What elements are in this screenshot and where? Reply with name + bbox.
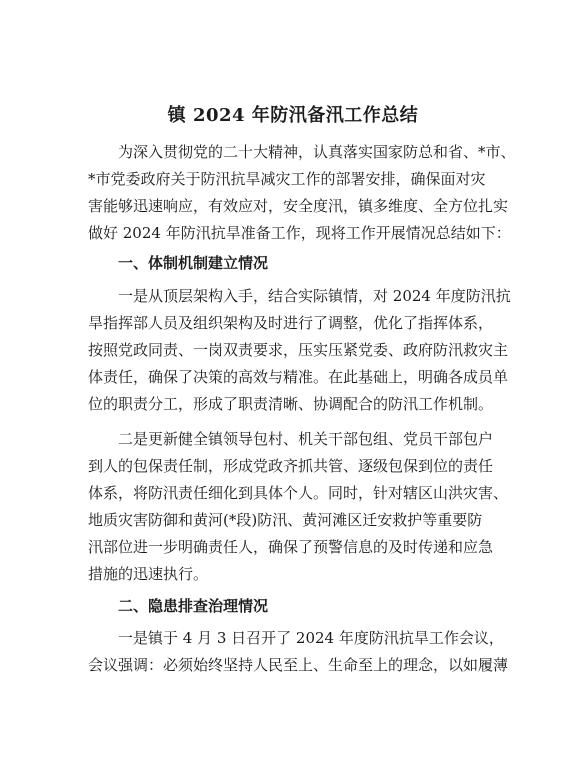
paragraph-line: 汛部位进一步明确责任人，确保了预警信息的及时传递和应急 xyxy=(88,538,494,556)
paragraph-line: 二是更新健全镇领导包村、机关干部包组、党员干部包户 xyxy=(118,430,494,448)
paragraph-line: *市党委政府关于防汛抗旱减灾工作的部署安排，确保面对灾 xyxy=(88,170,486,188)
paragraph-line: 措施的迅速执行。 xyxy=(88,565,209,583)
paragraph-line: 位的职责分工，形成了职责清晰、协调配合的防汛工作机制。 xyxy=(88,395,494,413)
paragraph-line: 一是从顶层架构入手，结合实际镇情，对 2024 年度防汛抗 xyxy=(118,287,511,305)
paragraph-line: 体责任，确保了决策的高效与精准。在此基础上，明确各成员单 xyxy=(88,368,509,386)
paragraph-line: 到人的包保责任制，形成党政齐抓共管、逐级包保到位的责任 xyxy=(88,457,494,475)
paragraph-line: 一是镇于 4 月 3 日召开了 2024 年度防汛抗旱工作会议， xyxy=(118,629,504,647)
paragraph-line: 旱指挥部人员及组织架构及时进行了调整，优化了指挥体系， xyxy=(88,314,494,332)
document-title: 镇 2024 年防汛备汛工作总结 xyxy=(167,105,419,126)
paragraph-line: 按照党政同责、一岗双责要求，压实压紧党委、政府防汛救灾主 xyxy=(88,341,509,359)
paragraph-line: 做好 2024 年防汛抗旱准备工作，现将工作开展情况总结如下： xyxy=(88,224,511,242)
paragraph-line: 会议强调：必须始终坚持人民至上、生命至上的理念，以如履薄 xyxy=(88,656,509,674)
paragraph-line: 为深入贯彻党的二十大精神，认真落实国家防总和省、*市、 xyxy=(118,143,516,161)
section-heading: 二、隐患排查治理情况 xyxy=(118,597,269,615)
paragraph-line: 害能够迅速响应，有效应对，安全度汛，镇多维度、全方位扎实 xyxy=(88,197,509,215)
paragraph-line: 地质灾害防御和黄河(*段)防汛、黄河滩区迁安救护等重要防 xyxy=(88,511,483,529)
paragraph-line: 体系，将防汛责任细化到具体个人。同时，针对辖区山洪灾害、 xyxy=(88,484,509,502)
section-heading: 一、体制机制建立情况 xyxy=(118,254,269,272)
